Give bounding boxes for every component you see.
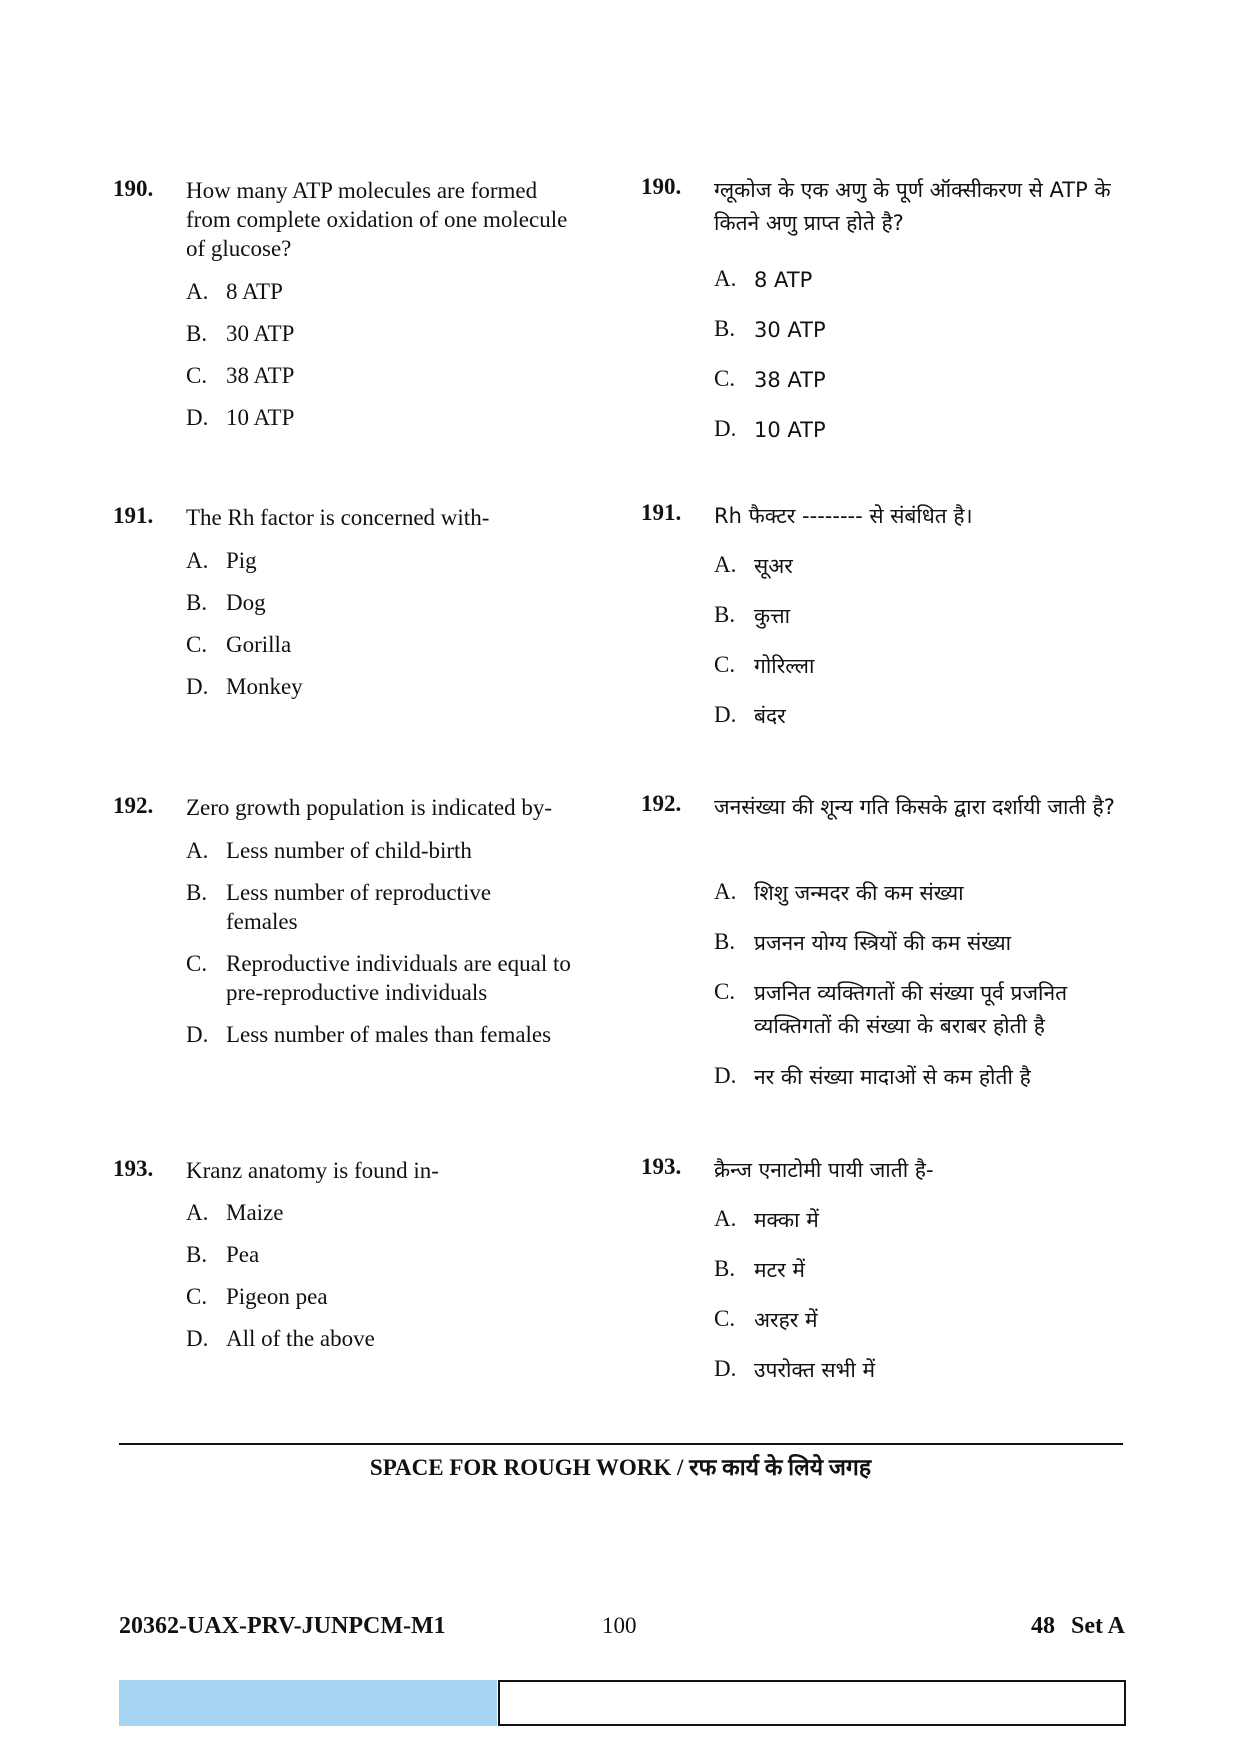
question-number: 193. — [113, 1156, 154, 1181]
option-b: B. 30 ATP — [714, 316, 826, 342]
option-c: C. गोरिल्ला — [714, 652, 815, 678]
question-text: Kranz anatomy is found in- — [186, 1158, 439, 1183]
option-a: A. 8 ATP — [186, 279, 283, 304]
footer-empty-box — [498, 1680, 1126, 1726]
english-column — [113, 0, 613, 1440]
question-number: 190. — [641, 174, 682, 199]
rough-work-heading: SPACE FOR ROUGH WORK / रफ कार्य के लिये जगह — [369, 1455, 872, 1480]
paper-code: 20362-UAX-PRV-JUNPCM-M1 — [119, 1613, 446, 1639]
page-number: 100 — [602, 1613, 637, 1638]
option-b: B. Pea — [186, 1242, 260, 1267]
option-a: A. शिशु जन्मदर की कम संख्या — [714, 879, 964, 905]
option-c: C. Pigeon pea — [186, 1284, 328, 1309]
option-a: A. मक्का में — [714, 1206, 819, 1232]
section-divider — [119, 1443, 1123, 1445]
question-number: 190. — [113, 176, 154, 201]
booklet-number: 48 — [1031, 1613, 1055, 1639]
footer-color-bar — [119, 1680, 497, 1726]
option-a: A. Less number of child-birth — [186, 838, 472, 863]
option-d: D. नर की संख्या मादाओं से कम होती है — [714, 1063, 1031, 1089]
option-b: B. प्रजनन योग्य स्त्रियों की कम संख्या — [714, 929, 1012, 955]
option-b: B. Less number of reproductive females — [186, 880, 492, 934]
question-number: 191. — [113, 503, 154, 528]
option-d: D. All of the above — [186, 1326, 375, 1351]
option-d: D. बंदर — [714, 702, 786, 728]
option-d: D. 10 ATP — [186, 405, 295, 430]
option-c: C. प्रजनित व्यक्तिगतों की संख्या पूर्व प्रजनित व्यक्तिगतों की संख्या के बराबर होती है — [714, 979, 1068, 1038]
question-text: क्रैन्ज एनाटोमी पायी जाती है- — [714, 1158, 934, 1182]
option-b: B. Dog — [186, 590, 266, 615]
question-text: How many ATP molecules are formed from complete oxidation of one molecule of glucose? — [186, 178, 568, 261]
question-number: 193. — [641, 1154, 682, 1179]
question-text: Rh फैक्टर -------- से संबंधित है। — [714, 504, 973, 528]
question-text: Zero growth population is indicated by- — [186, 795, 553, 820]
question-text: The Rh factor is concerned with- — [186, 505, 490, 530]
option-c: C. 38 ATP — [186, 363, 295, 388]
question-text: ग्लूकोज के एक अणु के पूर्ण ऑक्सीकरण से ATP के कितने अणु प्राप्त होते है? — [714, 178, 1111, 235]
question-text: जनसंख्या की शून्य गति किसके द्वारा दर्शायी जाती है? — [714, 795, 1115, 819]
option-c: C. 38 ATP — [714, 366, 826, 392]
option-c: C. अरहर में — [714, 1306, 818, 1332]
option-d: D. Monkey — [186, 674, 303, 699]
option-a: A. Pig — [186, 548, 257, 573]
set-indicator — [1031, 1613, 1125, 1640]
option-c: C. Gorilla — [186, 632, 292, 657]
option-d: D. 10 ATP — [714, 416, 826, 442]
option-d: D. Less number of males than females — [186, 1022, 552, 1047]
option-c: C. Reproductive individuals are equal to pre-reproductive individuals — [186, 951, 571, 1005]
question-number: 191. — [641, 500, 682, 525]
option-a: A. सूअर — [714, 552, 793, 578]
option-b: B. मटर में — [714, 1256, 805, 1282]
question-number: 192. — [641, 791, 682, 816]
option-b: B. 30 ATP — [186, 321, 295, 346]
set-label: Set A — [1071, 1613, 1125, 1639]
option-d: D. उपरोक्त सभी में — [714, 1356, 875, 1382]
option-a: A. 8 ATP — [714, 266, 813, 292]
hindi-column — [641, 0, 1141, 1440]
option-b: B. कुत्ता — [714, 602, 791, 628]
question-number: 192. — [113, 793, 154, 818]
option-a: A. Maize — [186, 1200, 284, 1225]
